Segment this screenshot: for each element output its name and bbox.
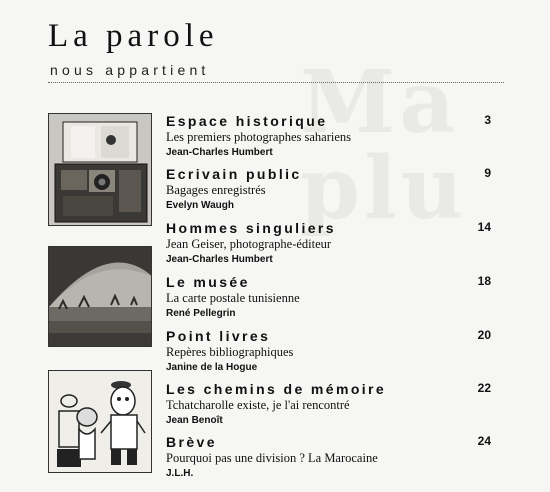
page-number: 18: [477, 274, 491, 288]
camera-photo: [48, 113, 152, 226]
toc-entry[interactable]: [166, 328, 491, 375]
page-subtitle: nous appartient: [50, 62, 210, 78]
entry-title: Hommes singuliers: [166, 220, 336, 236]
toc-entry[interactable]: [166, 434, 491, 481]
page-number: 24: [477, 434, 491, 448]
entry-subtitle: Tchatcharolle existe, je l'ai rencontré: [166, 398, 350, 412]
toc-entry[interactable]: [166, 220, 491, 267]
entry-subtitle: Les premiers photographes sahariens: [166, 130, 352, 144]
entry-subtitle: Pourquoi pas une division ? La Marocaine: [166, 451, 378, 465]
entry-author: Jean-Charles Humbert: [166, 147, 273, 158]
toc-entry[interactable]: [166, 274, 491, 321]
entry-author: Jean-Charles Humbert: [166, 254, 273, 265]
page-number: 3: [484, 113, 491, 127]
entry-subtitle: Bagages enregistrés: [166, 183, 266, 197]
entry-title: Brève: [166, 434, 217, 450]
entry-title: Les chemins de mémoire: [166, 381, 387, 397]
page-number: 14: [477, 220, 491, 234]
entry-author: Jean Benoît: [166, 415, 223, 426]
entry-title: Point livres: [166, 328, 271, 344]
entry-subtitle: La carte postale tunisienne: [166, 291, 300, 305]
page-number: 9: [484, 166, 491, 180]
entry-author: René Pellegrin: [166, 308, 236, 319]
background-decoration: Ma plu: [300, 52, 468, 239]
entry-title: Le musée: [166, 274, 250, 290]
entry-author: Evelyn Waugh: [166, 200, 234, 211]
entry-author: J.L.H.: [166, 468, 194, 479]
entry-author: Janine de la Hogue: [166, 362, 258, 373]
page-title: La parole: [48, 18, 219, 54]
dotted-divider: [48, 82, 504, 83]
page-number: 22: [477, 381, 491, 395]
toc-entry[interactable]: [166, 381, 491, 428]
toc-entry[interactable]: [166, 166, 491, 213]
entry-title: Ecrivain public: [166, 166, 302, 182]
cartoon-illustration: [48, 370, 152, 473]
entry-subtitle: Jean Geiser, photographe-éditeur: [166, 237, 332, 251]
entry-title: Espace historique: [166, 113, 328, 129]
page-number: 20: [477, 328, 491, 342]
landscape-photo: [48, 246, 152, 347]
toc-entry[interactable]: [166, 113, 491, 160]
entry-subtitle: Repères bibliographiques: [166, 345, 294, 359]
